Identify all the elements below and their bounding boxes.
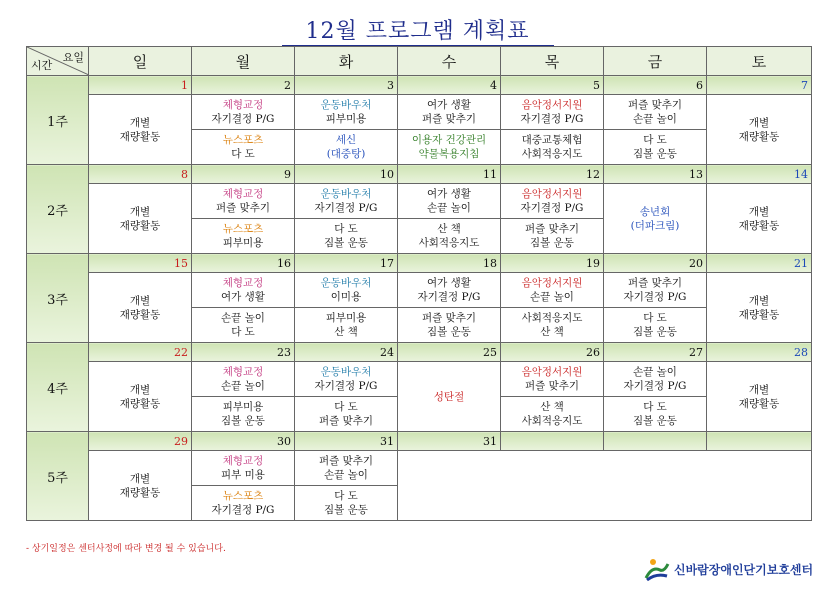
activity-cell: [501, 397, 604, 432]
week-label: 2주: [27, 165, 89, 254]
activity-line: 개별: [129, 205, 151, 218]
activity-line: 개별: [748, 294, 770, 307]
activity-line: 짐볼 운동: [324, 237, 368, 249]
activity-line: 다 도: [643, 134, 667, 146]
date-row: [27, 76, 812, 95]
activity-line: 운동바우처: [320, 188, 372, 200]
activity-line: 퍼즐 맞추기: [421, 312, 477, 324]
merged-activity: [604, 184, 707, 254]
day-header-tue: 화: [295, 47, 398, 76]
activity-cell: [398, 273, 501, 308]
activity-cell: [604, 362, 707, 397]
activity-line: 다 도: [643, 401, 667, 413]
activity-line: 이미용: [330, 291, 362, 303]
activity-row: [27, 451, 812, 486]
activity-line: 음악정서지원: [521, 366, 583, 378]
activity-cell: [501, 219, 604, 254]
week-label: 5주: [27, 432, 89, 521]
activity-line: 짐볼 운동: [633, 415, 677, 427]
activity-cell: [604, 130, 707, 165]
date-number: 2: [192, 76, 295, 95]
activity-cell: [192, 362, 295, 397]
activity-line: 여가 생활: [221, 291, 265, 303]
activity-row: [27, 362, 812, 397]
activity-line: 산 책: [437, 223, 461, 235]
activity-line: 퍼즐 맞추기: [627, 99, 683, 111]
date-number: 26: [501, 343, 604, 362]
date-number: 3: [295, 76, 398, 95]
activity-line: 다 도: [334, 401, 358, 413]
activity-line: 손끝 놀이: [633, 366, 677, 378]
activity-line: 퍼즐 맞추기: [215, 202, 271, 214]
activity-line: 음악정서지원: [521, 99, 583, 111]
activity-cell: [295, 308, 398, 343]
activity-line: 음악정서지원: [521, 277, 583, 289]
activity-line: 재량활동: [738, 130, 780, 143]
header-row: [27, 47, 812, 76]
activity-cell: [501, 273, 604, 308]
logo-mark-icon: [644, 556, 670, 582]
activity-line: 재량활동: [738, 219, 780, 232]
activity-cell: [501, 130, 604, 165]
activity-line: 자기결정 P/G: [520, 113, 584, 125]
corner-time-label: 시간: [31, 59, 53, 72]
activity-cell: [398, 308, 501, 343]
activity-line: 재량활동: [119, 397, 161, 410]
activity-line: 약물복용지침: [418, 148, 480, 160]
activity-cell: [295, 397, 398, 432]
date-number: 11: [398, 165, 501, 184]
date-number: 22: [89, 343, 192, 362]
schedule-table: [26, 46, 812, 521]
activity-cell: [295, 273, 398, 308]
activity-line: 운동바우처: [320, 277, 372, 289]
sunday-activity: [89, 184, 192, 254]
activity-line: 체형교정: [222, 455, 264, 467]
activity-line: 짐볼 운동: [633, 148, 677, 160]
activity-line: 손끝 놀이: [324, 469, 368, 481]
activity-line: (대중탕): [326, 148, 366, 160]
activity-line: 체형교정: [222, 366, 264, 378]
date-number: 14: [707, 165, 812, 184]
date-number: 28: [707, 343, 812, 362]
date-number: 20: [604, 254, 707, 273]
activity-cell: [192, 486, 295, 521]
date-number: 25: [398, 343, 501, 362]
date-number: 10: [295, 165, 398, 184]
activity-line: 퍼즐 맞추기: [627, 277, 683, 289]
date-number: 31: [295, 432, 398, 451]
activity-cell: [295, 95, 398, 130]
activity-line: 다 도: [643, 312, 667, 324]
activity-row: [27, 95, 812, 130]
activity-cell: [192, 397, 295, 432]
activity-cell: [501, 95, 604, 130]
activity-line: 피부미용: [222, 237, 264, 249]
day-header-thu: 목: [501, 47, 604, 76]
sunday-activity: [89, 362, 192, 432]
activity-line: 뉴스포츠: [222, 223, 264, 235]
activity-line: 손끝 놀이: [530, 291, 574, 303]
activity-line: 개별: [748, 383, 770, 396]
activity-line: 이용자 건강관리: [411, 134, 487, 146]
activity-line: 산 책: [540, 326, 564, 338]
day-header-wed: 수: [398, 47, 501, 76]
activity-line: 운동바우처: [320, 99, 372, 111]
date-number: 1: [89, 76, 192, 95]
activity-line: 다 도: [334, 490, 358, 502]
activity-line: 퍼즐 맞추기: [524, 380, 580, 392]
date-number: 24: [295, 343, 398, 362]
date-number-empty: [604, 432, 707, 451]
activity-line: 손끝 놀이: [221, 380, 265, 392]
saturday-activity: [707, 273, 812, 343]
activity-line: 짐볼 운동: [530, 237, 574, 249]
activity-cell: [604, 397, 707, 432]
activity-row: [27, 184, 812, 219]
activity-cell: [398, 184, 501, 219]
activity-cell: [295, 486, 398, 521]
activity-line: 재량활동: [119, 219, 161, 232]
activity-line: 운동바우처: [320, 366, 372, 378]
activity-line: 손끝 놀이: [221, 312, 265, 324]
activity-line: 퍼즐 맞추기: [318, 415, 374, 427]
day-header-fri: 금: [604, 47, 707, 76]
activity-line: 다 도: [334, 223, 358, 235]
activity-line: 뉴스포츠: [222, 490, 264, 502]
activity-cell: [398, 95, 501, 130]
day-header-sun: 일: [89, 47, 192, 76]
date-number-empty: [501, 432, 604, 451]
date-number: 15: [89, 254, 192, 273]
activity-cell: [604, 95, 707, 130]
activity-line: 개별: [129, 383, 151, 396]
activity-line: 재량활동: [738, 308, 780, 321]
date-number: 23: [192, 343, 295, 362]
saturday-activity: [707, 362, 812, 432]
activity-line: 자기결정 P/G: [520, 202, 584, 214]
activity-line: 개별: [748, 116, 770, 129]
day-header-mon: 월: [192, 47, 295, 76]
date-number: 21: [707, 254, 812, 273]
activity-line: 자기결정 P/G: [211, 113, 275, 125]
date-number: 9: [192, 165, 295, 184]
activity-line: 뉴스포츠: [222, 134, 264, 146]
activity-line: 자기결정 P/G: [211, 504, 275, 516]
activity-line: 음악정서지원: [521, 188, 583, 200]
date-number: 4: [398, 76, 501, 95]
center-logo: [644, 555, 814, 583]
date-number: 17: [295, 254, 398, 273]
empty-area: [398, 451, 812, 521]
date-number: 31: [398, 432, 501, 451]
activity-line: 자기결정 P/G: [623, 380, 687, 392]
date-number-empty: [707, 432, 812, 451]
activity-line: 자기결정 P/G: [417, 291, 481, 303]
date-number: 16: [192, 254, 295, 273]
sunday-activity: [89, 95, 192, 165]
activity-cell: [295, 130, 398, 165]
activity-cell: [192, 308, 295, 343]
activity-line: (더파크림): [630, 219, 680, 232]
activity-line: 사회적응지도: [521, 148, 583, 160]
week-label: 3주: [27, 254, 89, 343]
corner-day-label: 요일: [62, 51, 84, 64]
footnote: - 상기일정은 센터사정에 따라 변경 될 수 있습니다.: [26, 544, 226, 554]
activity-line: 피부 미용: [221, 469, 265, 481]
activity-line: 개별: [129, 472, 151, 485]
activity-line: 재량활동: [738, 397, 780, 410]
schedule-body: [27, 76, 812, 521]
activity-line: 퍼즐 맞추기: [524, 223, 580, 235]
week-label: 1주: [27, 76, 89, 165]
activity-cell: [295, 219, 398, 254]
activity-line: 다 도: [231, 148, 255, 160]
activity-cell: [192, 130, 295, 165]
activity-line: 여가 생활: [427, 188, 471, 200]
activity-cell: [398, 219, 501, 254]
activity-line: 개별: [129, 294, 151, 307]
date-number: 8: [89, 165, 192, 184]
sunday-activity: [89, 451, 192, 521]
activity-line: 여가 생활: [427, 277, 471, 289]
activity-line: 여가 생활: [427, 99, 471, 111]
activity-line: 사회적응지도: [521, 312, 583, 324]
date-row: [27, 254, 812, 273]
date-number: 18: [398, 254, 501, 273]
activity-line: 개별: [748, 205, 770, 218]
date-row: [27, 432, 812, 451]
activity-line: 사회적응지도: [521, 415, 583, 427]
activity-line: 자기결정 P/G: [623, 291, 687, 303]
date-row: [27, 165, 812, 184]
saturday-activity: [707, 184, 812, 254]
activity-cell: [501, 308, 604, 343]
corner-cell: [27, 47, 89, 76]
activity-cell: [192, 184, 295, 219]
date-number: 19: [501, 254, 604, 273]
activity-line: 송년회: [639, 205, 671, 218]
activity-line: 성탄절: [433, 390, 465, 403]
activity-cell: [501, 362, 604, 397]
activity-cell: [295, 451, 398, 486]
activity-line: 짐볼 운동: [324, 504, 368, 516]
date-number: 12: [501, 165, 604, 184]
date-number: 7: [707, 76, 812, 95]
date-number: 30: [192, 432, 295, 451]
activity-cell: [192, 95, 295, 130]
activity-line: 재량활동: [119, 130, 161, 143]
center-name: 신바람장애인단기보호센터: [674, 562, 814, 577]
saturday-activity: [707, 95, 812, 165]
activity-line: 체형교정: [222, 99, 264, 111]
activity-line: 산 책: [540, 401, 564, 413]
date-row: [27, 343, 812, 362]
date-number: 27: [604, 343, 707, 362]
activity-cell: [501, 184, 604, 219]
activity-cell: [295, 184, 398, 219]
activity-line: 체형교정: [222, 188, 264, 200]
activity-line: 재량활동: [119, 486, 161, 499]
activity-line: 짐볼 운동: [427, 326, 471, 338]
activity-cell: [192, 451, 295, 486]
activity-cell: [604, 273, 707, 308]
activity-line: 대중교통체험: [521, 134, 583, 146]
activity-cell: [398, 130, 501, 165]
activity-line: 손끝 놀이: [633, 113, 677, 125]
activity-line: 퍼즐 맞추기: [421, 113, 477, 125]
activity-cell: [192, 219, 295, 254]
activity-cell: [604, 308, 707, 343]
date-number: 29: [89, 432, 192, 451]
activity-cell: [192, 273, 295, 308]
activity-line: 손끝 놀이: [427, 202, 471, 214]
activity-line: 산 책: [334, 326, 358, 338]
activity-line: 피부미용: [325, 113, 367, 125]
activity-line: 체형교정: [222, 277, 264, 289]
activity-line: 퍼즐 맞추기: [318, 455, 374, 467]
date-number: 5: [501, 76, 604, 95]
activity-cell: [295, 362, 398, 397]
merged-activity: [398, 362, 501, 432]
activity-line: 세신: [335, 134, 357, 146]
activity-line: 짐볼 운동: [633, 326, 677, 338]
date-number: 13: [604, 165, 707, 184]
activity-line: 사회적응지도: [418, 237, 480, 249]
activity-line: 피부미용: [222, 401, 264, 413]
activity-line: 자기결정 P/G: [314, 380, 378, 392]
day-header-sat: 토: [707, 47, 812, 76]
week-label: 4주: [27, 343, 89, 432]
activity-line: 자기결정 P/G: [314, 202, 378, 214]
activity-line: 다 도: [231, 326, 255, 338]
activity-line: 재량활동: [119, 308, 161, 321]
activity-line: 개별: [129, 116, 151, 129]
date-number: 6: [604, 76, 707, 95]
activity-row: [27, 273, 812, 308]
page-title: 12월 프로그램 계획표: [0, 14, 835, 45]
activity-line: 짐볼 운동: [221, 415, 265, 427]
activity-line: 피부미용: [325, 312, 367, 324]
sunday-activity: [89, 273, 192, 343]
